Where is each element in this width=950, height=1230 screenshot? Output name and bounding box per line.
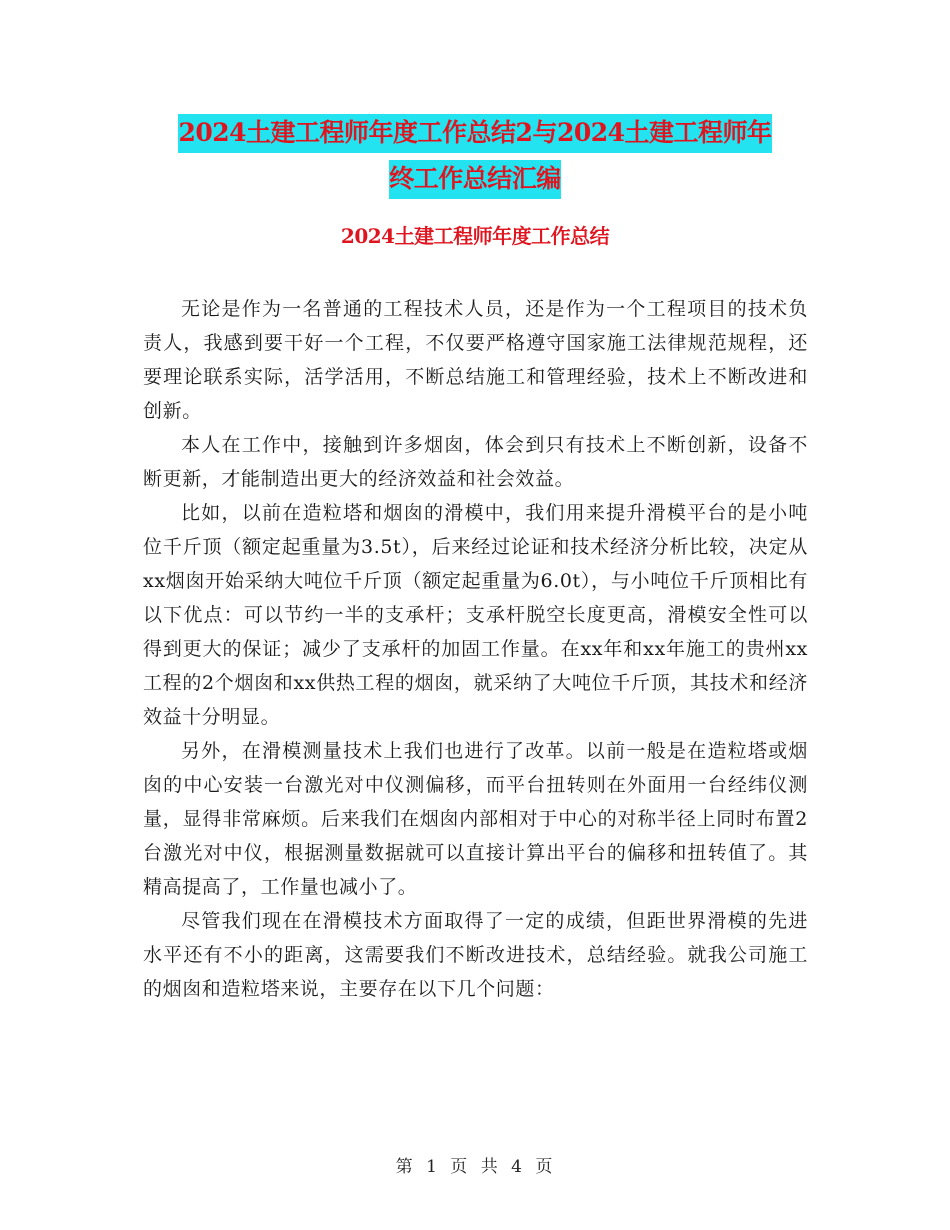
- document-title-line-1: 2024土建工程师年度工作总结2与2024土建工程师年: [178, 114, 771, 153]
- document-title: [140, 110, 810, 202]
- section-title: 2024土建工程师年度工作总结: [340, 224, 610, 248]
- paragraph: 无论是作为一名普通的工程技术人员，还是作为一个工程项目的技术负责人，我感到要干好一个工程，不仅要严格遵守国家施工法律规范规程，还要理论联系实际，活学活用，不断总结施工和管理经验，技术上不断改进和创新。: [143, 298, 808, 422]
- paragraph: 比如，以前在造粒塔和烟囱的滑模中，我们用来提升滑模平台的是小吨位千斤顶（额定起重量为3.5t），后来经过论证和技术经济分析比较，决定从xx烟囱开始采纳大吨位千斤顶（额定起重量为6.0t），与小吨位千斤顶相比有以下优点：可以节约一半的支承杆；支承杆脱空长度更高，滑模安全性可以得到更大的保证；减少了支承杆的加固工作量。在xx年和xx年施工的贵州xx工程的2个烟囱和xx供热工程的烟囱，就采纳了大吨位千斤顶，其技术和经济效益十分明显。: [143, 502, 808, 728]
- paragraph: 本人在工作中，接触到许多烟囱，体会到只有技术上不断创新，设备不断更新，才能制造出更大的经济效益和社会效益。: [143, 434, 808, 490]
- document-title-line-2: 终工作总结汇编: [389, 160, 561, 199]
- page-footer: 第 1 页 共 4 页: [395, 1157, 555, 1177]
- paragraph: 尽管我们现在在滑模技术方面取得了一定的成绩，但距世界滑模的先进水平还有不小的距离，这需要我们不断改进技术，总结经验。就我公司施工的烟囱和造粒塔来说，主要存在以下几个问题：: [143, 910, 808, 1000]
- body-text: [143, 292, 808, 1006]
- paragraph: 另外，在滑模测量技术上我们也进行了改革。以前一般是在造粒塔或烟囱的中心安装一台激光对中仪测偏移，而平台扭转则在外面用一台经纬仪测量，显得非常麻烦。后来我们在烟囱内部相对于中心的对称半径上同时布置2台激光对中仪，根据测量数据就可以直接计算出平台的偏移和扭转值了。其精高提高了，工作量也减小了。: [143, 740, 808, 898]
